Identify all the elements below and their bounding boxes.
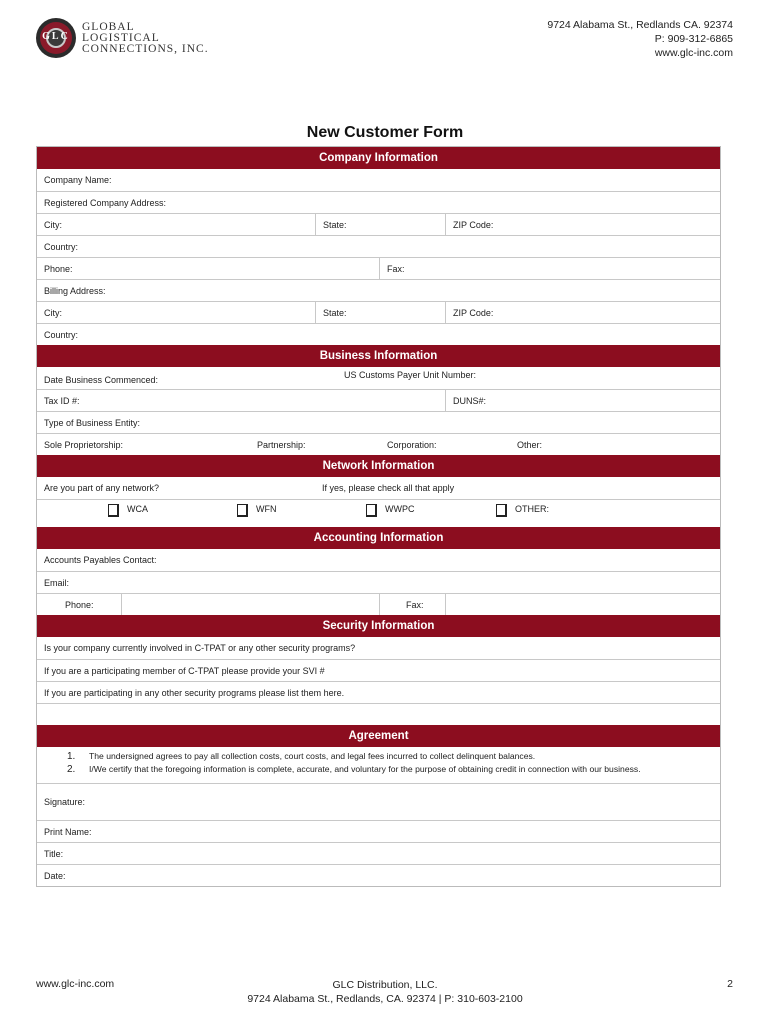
accounting-phone-label-cell xyxy=(37,594,121,615)
security-q2-row[interactable] xyxy=(37,659,720,681)
phone-label: Phone: xyxy=(44,263,73,274)
section-header-business: Business Information xyxy=(37,345,720,367)
date-label: Date: xyxy=(44,870,66,881)
partnership-label: Partnership: xyxy=(257,439,306,450)
billing-city-field[interactable] xyxy=(37,302,315,323)
company-name-label: Company Name: xyxy=(44,175,112,185)
network-options-row xyxy=(37,499,720,527)
page-title: New Customer Form xyxy=(306,124,464,141)
tax-duns-row xyxy=(37,389,720,411)
globe-logo-icon: GLC xyxy=(36,18,76,58)
agreement-item xyxy=(67,751,535,762)
network-option-wca[interactable] xyxy=(101,500,231,527)
registered-address-label: Registered Company Address: xyxy=(44,197,167,208)
ap-contact-label: Accounts Payables Contact: xyxy=(44,555,157,565)
entity-type-label: Type of Business Entity: xyxy=(44,417,141,428)
city-field[interactable] xyxy=(37,214,315,235)
footer-website: www.glc-inc.com xyxy=(36,978,115,990)
title-row[interactable] xyxy=(37,842,720,864)
country-row[interactable] xyxy=(37,235,720,257)
section-header-network: Network Information xyxy=(37,455,720,477)
signature-row[interactable] xyxy=(37,783,720,820)
fax-field[interactable] xyxy=(379,258,722,279)
section-header-company: Company Information xyxy=(37,147,720,169)
wfn-label: WFN xyxy=(256,504,277,514)
accounting-fax-input[interactable] xyxy=(445,594,722,615)
agreement-item-number: 2. xyxy=(67,764,76,775)
fax-label: Fax: xyxy=(387,263,405,274)
network-question-row xyxy=(37,477,720,499)
checkbox-wwpc[interactable] xyxy=(366,504,377,517)
billing-address-label: Billing Address: xyxy=(44,285,106,296)
footer-company-block xyxy=(0,978,770,1006)
billing-city-label: City: xyxy=(44,307,62,318)
city-label: City: xyxy=(44,219,62,230)
sole-prop-label: Sole Proprietorship: xyxy=(44,439,124,450)
registered-address-row[interactable] xyxy=(37,191,720,213)
other-entity-field[interactable] xyxy=(510,434,722,455)
print-name-label: Print Name: xyxy=(44,826,92,837)
agreement-item-text: I/We certify that the foregoing information is complete, accurate, and voluntary for the purpose of obtaining credit in connection with our business. xyxy=(89,764,641,774)
wca-label: WCA xyxy=(127,504,148,514)
country-label: Country: xyxy=(44,241,79,252)
security-q3-label: If you are participating in any other security programs please list them here. xyxy=(44,687,345,698)
date-commenced-field[interactable] xyxy=(37,367,337,389)
network-option-other[interactable] xyxy=(489,500,689,527)
date-commenced-label: Date Business Commenced: xyxy=(44,375,159,385)
agreement-terms xyxy=(37,747,720,783)
company-name-row[interactable] xyxy=(37,169,720,191)
signature-label: Signature: xyxy=(44,797,86,807)
print-name-row[interactable] xyxy=(37,820,720,842)
accounting-fax-label: Fax: xyxy=(406,599,424,610)
tax-id-label: Tax ID #: xyxy=(44,395,80,406)
section-header-agreement: Agreement xyxy=(37,725,720,747)
security-answer-row[interactable] xyxy=(37,703,720,725)
footer-company-name: GLC Distribution, LLC. xyxy=(332,979,438,991)
section-header-accounting: Accounting Information xyxy=(37,527,720,549)
agreement-item-text: The undersigned agrees to pay all collection costs, court costs, and legal fees incurred to collect delinquent balances. xyxy=(89,751,536,761)
city-state-zip-row xyxy=(37,213,720,235)
billing-country-row[interactable] xyxy=(37,323,720,345)
date-row[interactable] xyxy=(37,864,720,886)
phone-field[interactable] xyxy=(37,258,379,279)
billing-address-row[interactable] xyxy=(37,279,720,301)
network-option-wwpc[interactable] xyxy=(359,500,489,527)
billing-state-label: State: xyxy=(323,307,347,318)
accounting-fax-label-cell xyxy=(379,594,445,615)
accounting-phone-input[interactable] xyxy=(121,594,379,615)
customs-payer-field[interactable] xyxy=(337,367,722,389)
section-header-security: Security Information xyxy=(37,615,720,637)
phone-line: P: 909-312-6865 xyxy=(654,33,733,45)
ap-contact-row[interactable] xyxy=(37,549,720,571)
billing-zip-label: ZIP Code: xyxy=(453,307,494,318)
email-row[interactable] xyxy=(37,571,720,593)
other-network-label: OTHER: xyxy=(515,504,550,514)
agreement-item xyxy=(67,764,641,775)
website-line: www.glc-inc.com xyxy=(654,47,733,59)
company-logo xyxy=(36,18,209,58)
accounting-phone-label: Phone: xyxy=(65,599,94,610)
sole-prop-field[interactable] xyxy=(37,434,250,455)
billing-country-label: Country: xyxy=(44,329,79,340)
security-q1-row[interactable] xyxy=(37,637,720,659)
company-address-block xyxy=(547,18,733,60)
zip-field[interactable] xyxy=(445,214,722,235)
security-q1-label: Is your company currently involved in C-TPAT or any other security programs? xyxy=(44,643,356,653)
agreement-item-number: 1. xyxy=(67,751,76,762)
page-number: 2 xyxy=(727,978,733,990)
other-entity-label: Other: xyxy=(517,439,543,450)
address-line: 9724 Alabama St., Redlands CA. 92374 xyxy=(547,19,733,31)
network-instruction-label: If yes, please check all that apply xyxy=(322,483,455,493)
billing-city-state-zip-row xyxy=(37,301,720,323)
duns-field[interactable] xyxy=(445,390,722,411)
network-question-label: Are you part of any network? xyxy=(44,483,160,493)
zip-label: ZIP Code: xyxy=(453,219,494,230)
wwpc-label: WWPC xyxy=(385,504,415,514)
billing-zip-field[interactable] xyxy=(445,302,722,323)
checkbox-wfn[interactable] xyxy=(237,504,248,517)
security-q2-label: If you are a participating member of C-TPAT please provide your SVI # xyxy=(44,665,325,676)
checkbox-wca[interactable] xyxy=(108,504,119,517)
email-label: Email: xyxy=(44,577,70,588)
state-field[interactable] xyxy=(315,214,445,235)
logo-wordmark: GLOBAL LOGISTICAL CONNECTIONS, INC. xyxy=(82,20,209,55)
phone-fax-row xyxy=(37,257,720,279)
state-label: State: xyxy=(323,219,347,230)
corporation-field[interactable] xyxy=(380,434,510,455)
duns-label: DUNS#: xyxy=(453,395,487,406)
customs-payer-label: US Customs Payer Unit Number: xyxy=(344,370,477,380)
billing-state-field[interactable] xyxy=(315,302,445,323)
entity-options-row xyxy=(37,433,720,455)
security-q3-row[interactable] xyxy=(37,681,720,703)
tax-id-field[interactable] xyxy=(37,390,445,411)
partnership-field[interactable] xyxy=(250,434,380,455)
entity-type-row xyxy=(37,411,720,433)
customer-form xyxy=(36,146,721,887)
network-option-wfn[interactable] xyxy=(230,500,360,527)
date-commenced-row xyxy=(37,367,720,389)
title-label: Title: xyxy=(44,848,64,859)
footer-address: 9724 Alabama St., Redlands, CA. 92374 | P: 310-603-2100 xyxy=(247,993,523,1005)
checkbox-other[interactable] xyxy=(496,504,507,517)
accounting-phone-fax-row xyxy=(37,593,720,615)
corporation-label: Corporation: xyxy=(387,439,437,450)
